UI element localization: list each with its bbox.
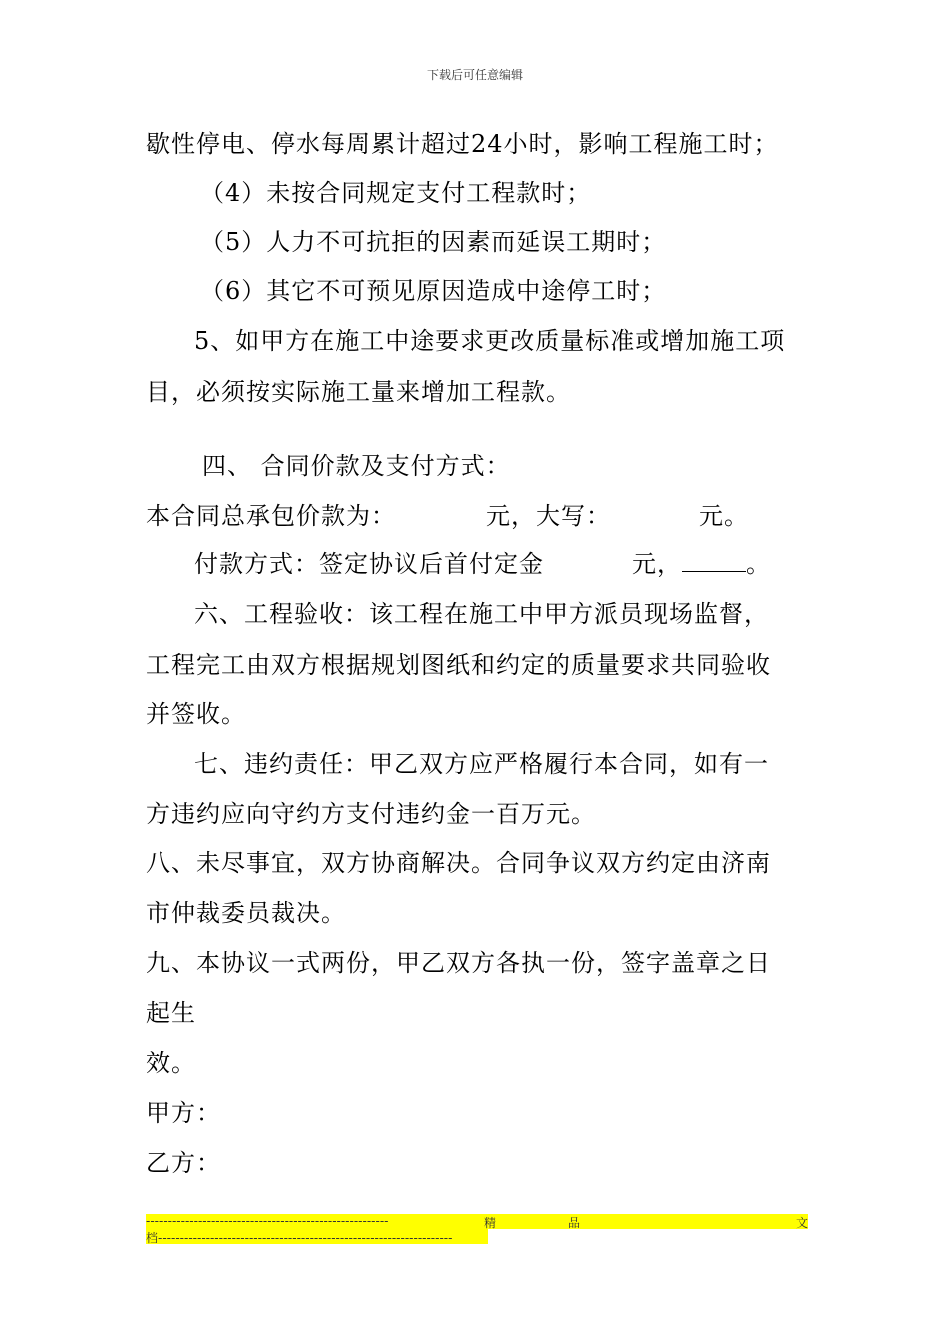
- party-a-label: 甲方：: [146, 1099, 221, 1127]
- footer-row-1: [146, 1214, 808, 1229]
- section-8-line-1: 八、未尽事宜，双方协商解决。合同争议双方约定由济南: [146, 849, 771, 877]
- list-item-4: （4）未按合同规定支付工程款时；: [200, 179, 592, 207]
- page-header: 下载后可任意编辑: [426, 68, 523, 82]
- payment-end: 。: [746, 550, 771, 578]
- payment-unit: 元，: [632, 550, 682, 578]
- party-b-label: 乙方：: [146, 1149, 221, 1177]
- payment-line: [194, 549, 771, 579]
- section-6-line-1: 六、工程验收：该工程在施工中甲方派员现场监督，: [194, 600, 769, 628]
- section-8-line-2: 市仲裁委员裁决。: [146, 899, 346, 927]
- payment-blank: [682, 551, 746, 572]
- footer-char-1: 精: [484, 1216, 497, 1229]
- total-price-unit: 元，大写：: [486, 502, 611, 530]
- body-line-outage: 歇性停电、停水每周累计超过24小时，影响工程施工时；: [146, 130, 779, 158]
- section-7-line-2: 方违约应向守约方支付违约金一百万元。: [146, 800, 596, 828]
- section-4-heading: 四、 合同价款及支付方式：: [202, 452, 511, 480]
- footer-banner: [146, 1214, 808, 1244]
- footer-row-2: [146, 1229, 488, 1244]
- total-price-line: [146, 501, 749, 531]
- total-price-unit-2: 元。: [699, 502, 749, 530]
- footer-dashes-2: --------------------------------------------------------------------: [158, 1231, 453, 1244]
- section-6-line-2: 工程完工由双方根据规划图纸和约定的质量要求共同验收: [146, 651, 771, 679]
- footer-char-3: 文: [795, 1216, 808, 1229]
- list-item-5: （5）人力不可抗拒的因素而延误工期时；: [200, 228, 667, 256]
- payment-label: 付款方式：签定协议后首付定金: [194, 550, 544, 578]
- footer-char-4: 档: [146, 1231, 159, 1244]
- total-price-label: 本合同总承包价款为：: [146, 502, 396, 530]
- section-9-line-3: 效。: [146, 1049, 196, 1077]
- clause-5-line-2: 目，必须按实际施工量来增加工程款。: [146, 378, 571, 406]
- section-7-line-1: 七、违约责任：甲乙双方应严格履行本合同，如有一: [194, 750, 769, 778]
- list-item-6: （6）其它不可预见原因造成中途停工时；: [200, 277, 667, 305]
- footer-char-2: 品: [568, 1216, 581, 1229]
- section-9-line-1: 九、本协议一式两份，甲乙双方各执一份，签字盖章之日: [146, 949, 771, 977]
- clause-5-line-1: 5、如甲方在施工中途要求更改质量标准或增加施工项: [194, 327, 786, 355]
- section-9-line-2: 起生: [146, 999, 196, 1027]
- footer-dashes-1: --------------------------------------------------------: [146, 1214, 389, 1228]
- section-6-line-3: 并签收。: [146, 700, 246, 728]
